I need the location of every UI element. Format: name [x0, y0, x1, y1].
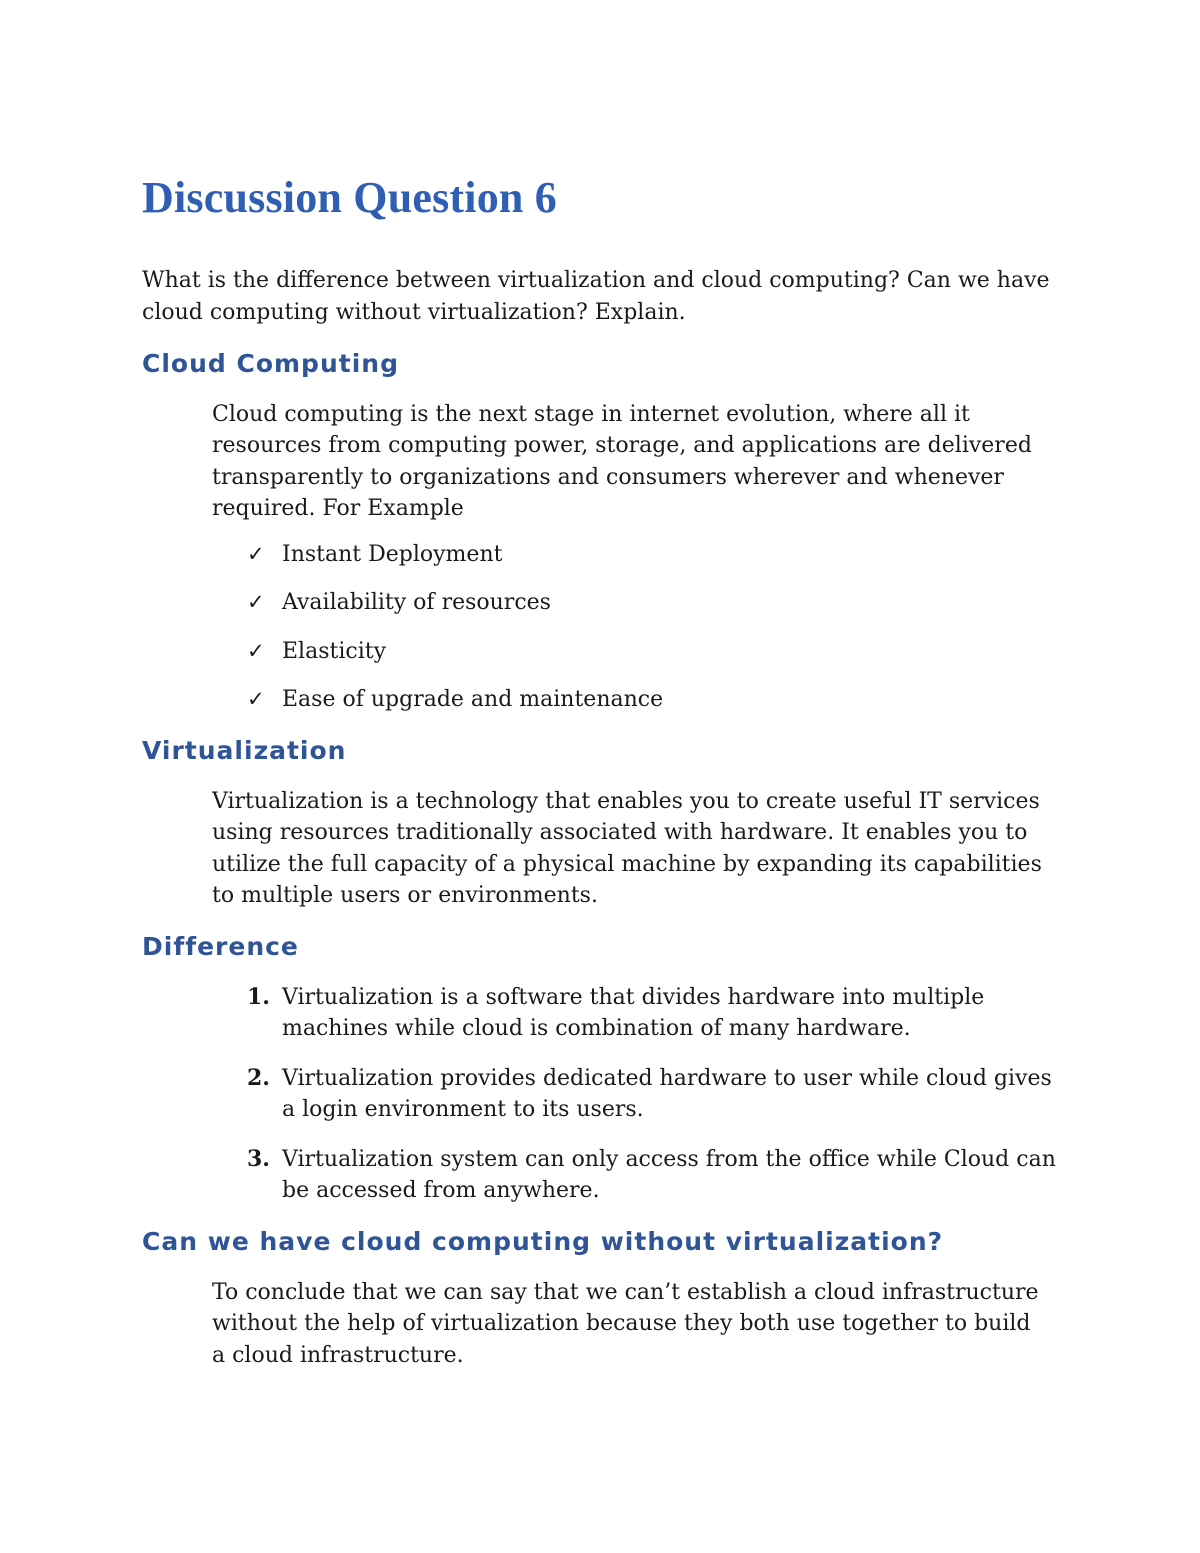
list-number: 2. — [247, 1064, 270, 1091]
list-number: 3. — [247, 1145, 270, 1172]
conclusion-paragraph: To conclude that we can say that we can’t establish a cloud infrastructure without the help of virtualization because they both use together to build a cloud infrastructure. — [212, 1279, 1039, 1368]
list-item — [247, 1144, 1062, 1207]
list-number: 1. — [247, 983, 270, 1010]
checkmark-icon: ✓ — [247, 541, 265, 566]
heading-difference: Difference — [142, 931, 299, 961]
heading-without-virtualization: Can we have cloud computing without virtualization? — [142, 1226, 944, 1256]
list-item — [247, 539, 1062, 571]
checkmark-icon: ✓ — [247, 687, 265, 712]
heading-cloud-computing: Cloud Computing — [142, 348, 399, 378]
list-item-text: Virtualization system can only access from the office while Cloud can be accessed from anywhere. — [282, 1146, 1056, 1204]
list-item — [247, 636, 1062, 668]
checkmark-icon: ✓ — [247, 590, 265, 615]
list-item-text: Ease of upgrade and maintenance — [282, 687, 664, 713]
list-item-text: Elasticity — [282, 638, 387, 664]
document-title: Discussion Question 6 — [142, 173, 557, 222]
checkmark-icon: ✓ — [247, 638, 265, 663]
list-item-text: Availability of resources — [282, 590, 551, 616]
list-item — [247, 1063, 1062, 1126]
list-item — [247, 684, 1062, 716]
virtualization-paragraph: Virtualization is a technology that enables you to create useful IT services using resources traditionally associated with hardware. It enables you to utilize the full capacity of a physical machine by expanding its capabilities to multiple users or environments. — [212, 788, 1042, 909]
heading-virtualization: Virtualization — [142, 735, 347, 765]
cloud-computing-paragraph: Cloud computing is the next stage in internet evolution, where all it resources from computing power, storage, and applications are delivered transparently to organizations and consumers wherever and whenever required. For Example — [212, 401, 1032, 522]
cloud-examples-list — [247, 539, 1062, 716]
discussion-question: What is the difference between virtualization and cloud computing? Can we have cloud computing without virtualization? Explain. — [142, 267, 1050, 325]
difference-list — [247, 982, 1062, 1207]
list-item — [247, 982, 1062, 1045]
list-item — [247, 587, 1062, 619]
list-item-text: Virtualization provides dedicated hardware to user while cloud gives a login environment to its users. — [282, 1065, 1052, 1123]
list-item-text: Virtualization is a software that divides hardware into multiple machines while cloud is combination of many hardware. — [282, 984, 985, 1042]
list-item-text: Instant Deployment — [282, 541, 503, 567]
document-content — [142, 172, 1062, 1385]
